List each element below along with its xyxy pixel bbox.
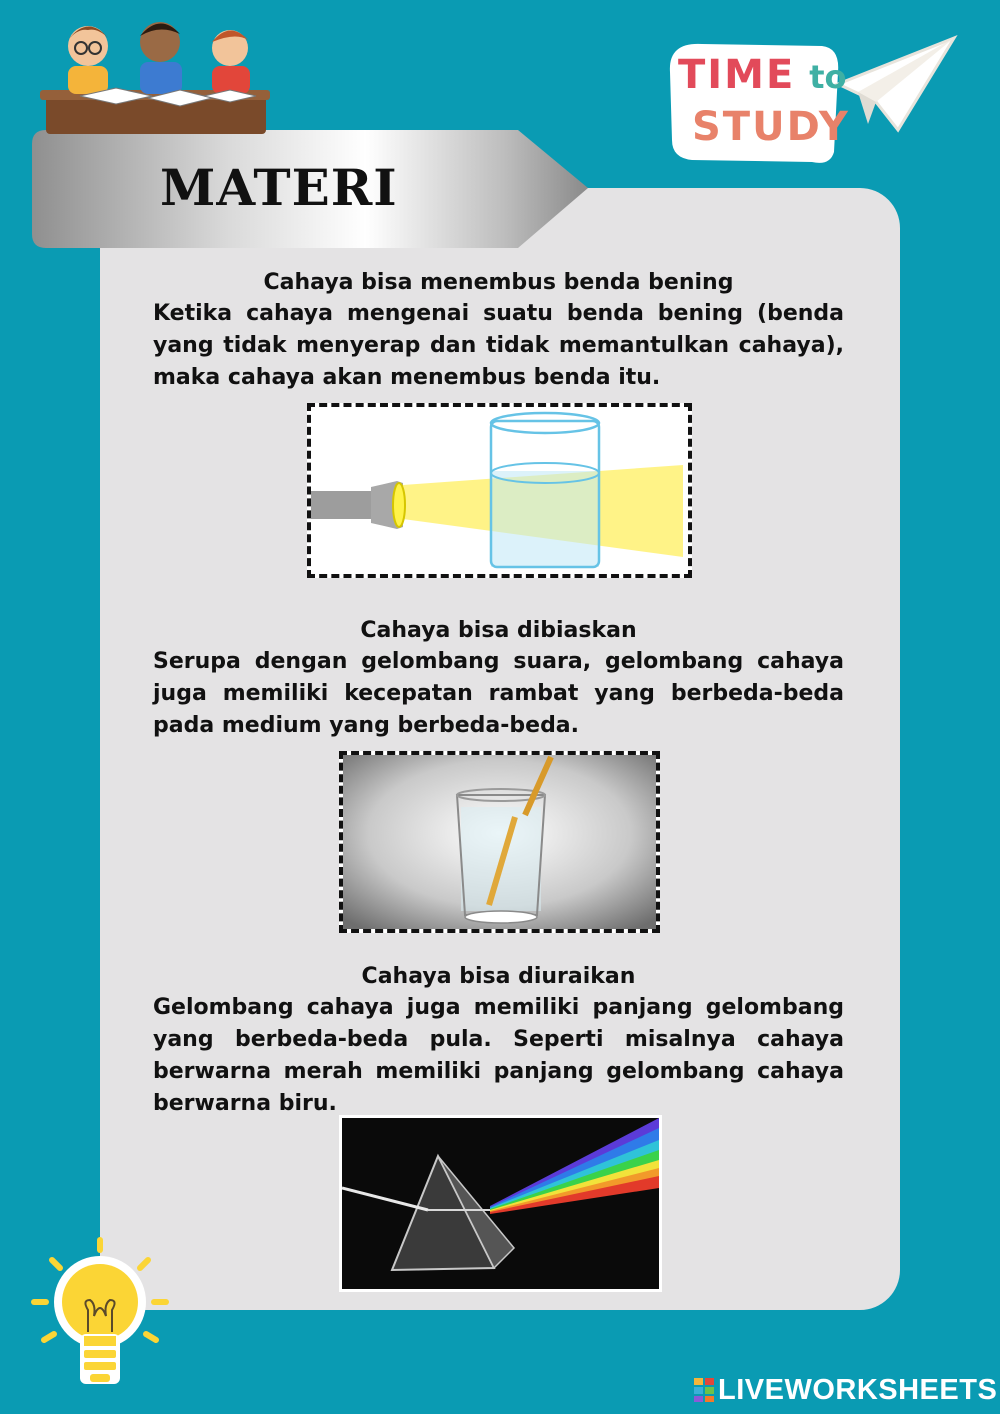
lightbulb-icon bbox=[30, 1236, 170, 1394]
section-title: Cahaya bisa diuraikan bbox=[361, 964, 636, 989]
badge-to: to bbox=[809, 58, 847, 96]
time-to-study-badge bbox=[662, 32, 962, 167]
section-body: Ketika cahaya mengenai suatu benda bening (benda yang tidak menyerap dan tidak memantulkan cahaya), maka cahaya akan menembus benda itu. bbox=[153, 301, 844, 390]
flashlight-glass-figure bbox=[307, 403, 692, 578]
prism-figure bbox=[339, 1115, 662, 1292]
section-dispersion bbox=[153, 962, 844, 1120]
section-body: Serupa dengan gelombang suara, gelombang cahaya juga memiliki kecepatan rambat yang berbeda-beda pada medium yang berbeda-beda. bbox=[153, 649, 844, 738]
brand-name: LIVEWORKSHEETS bbox=[718, 1373, 998, 1406]
liveworksheets-logo-icon bbox=[694, 1378, 714, 1402]
kids-studying-illustration bbox=[40, 10, 270, 138]
section-transparent bbox=[153, 268, 844, 394]
badge-study: STUDY bbox=[692, 104, 850, 150]
liveworksheets-brand bbox=[694, 1374, 997, 1406]
page-title: MATERI bbox=[160, 158, 398, 217]
section-body: Gelombang cahaya juga memiliki panjang gelombang yang berbeda-beda pula. Seperti misalnya cahaya berwarna merah memiliki panjang gelombang cahaya berwarna biru. bbox=[153, 995, 844, 1116]
badge-time: TIME bbox=[678, 52, 796, 98]
section-title: Cahaya bisa menembus benda bening bbox=[263, 270, 734, 295]
section-refraction bbox=[153, 616, 844, 742]
pencil-glass-figure bbox=[339, 751, 660, 933]
section-title: Cahaya bisa dibiaskan bbox=[360, 618, 637, 643]
